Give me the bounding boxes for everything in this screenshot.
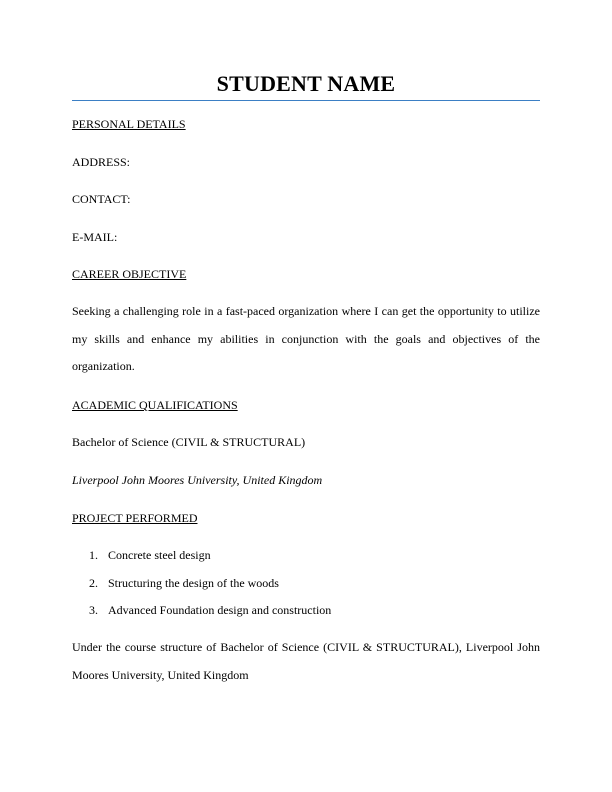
list-item-number: 2. [89,576,98,590]
project-note-text: Under the course structure of Bachelor of Science (CIVIL & STRUCTURAL), Liverpool John Moores University, United Kingdom [72,640,540,682]
address-label: ADDRESS: [72,155,131,169]
list-item-text: Concrete steel design [108,548,211,562]
personal-details-heading: PERSONAL DETAILS [72,117,186,131]
email-label: E-MAIL: [72,230,118,244]
list-item-number: 3. [89,603,98,617]
list-item-text: Advanced Foundation design and construction [108,603,332,617]
degree-text: Bachelor of Science (CIVIL & STRUCTURAL) [72,435,306,449]
title-divider [72,100,540,101]
university-text: Liverpool John Moores University, United Kingdom [72,473,323,487]
list-item-number: 1. [89,548,98,562]
contact-label: CONTACT: [72,192,131,206]
project-performed-heading: PROJECT PERFORMED [72,511,198,525]
page-title: STUDENT NAME [216,71,396,96]
career-objective-heading: CAREER OBJECTIVE [72,267,187,281]
academic-qualifications-heading: ACADEMIC QUALIFICATIONS [72,398,238,412]
list-item-text: Structuring the design of the woods [108,576,279,590]
career-objective-text: Seeking a challenging role in a fast-paced organization where I can get the opportunity to utilize my skills and enhance my abilities in conjunction with the goals and objectives of the organization. [72,304,540,373]
